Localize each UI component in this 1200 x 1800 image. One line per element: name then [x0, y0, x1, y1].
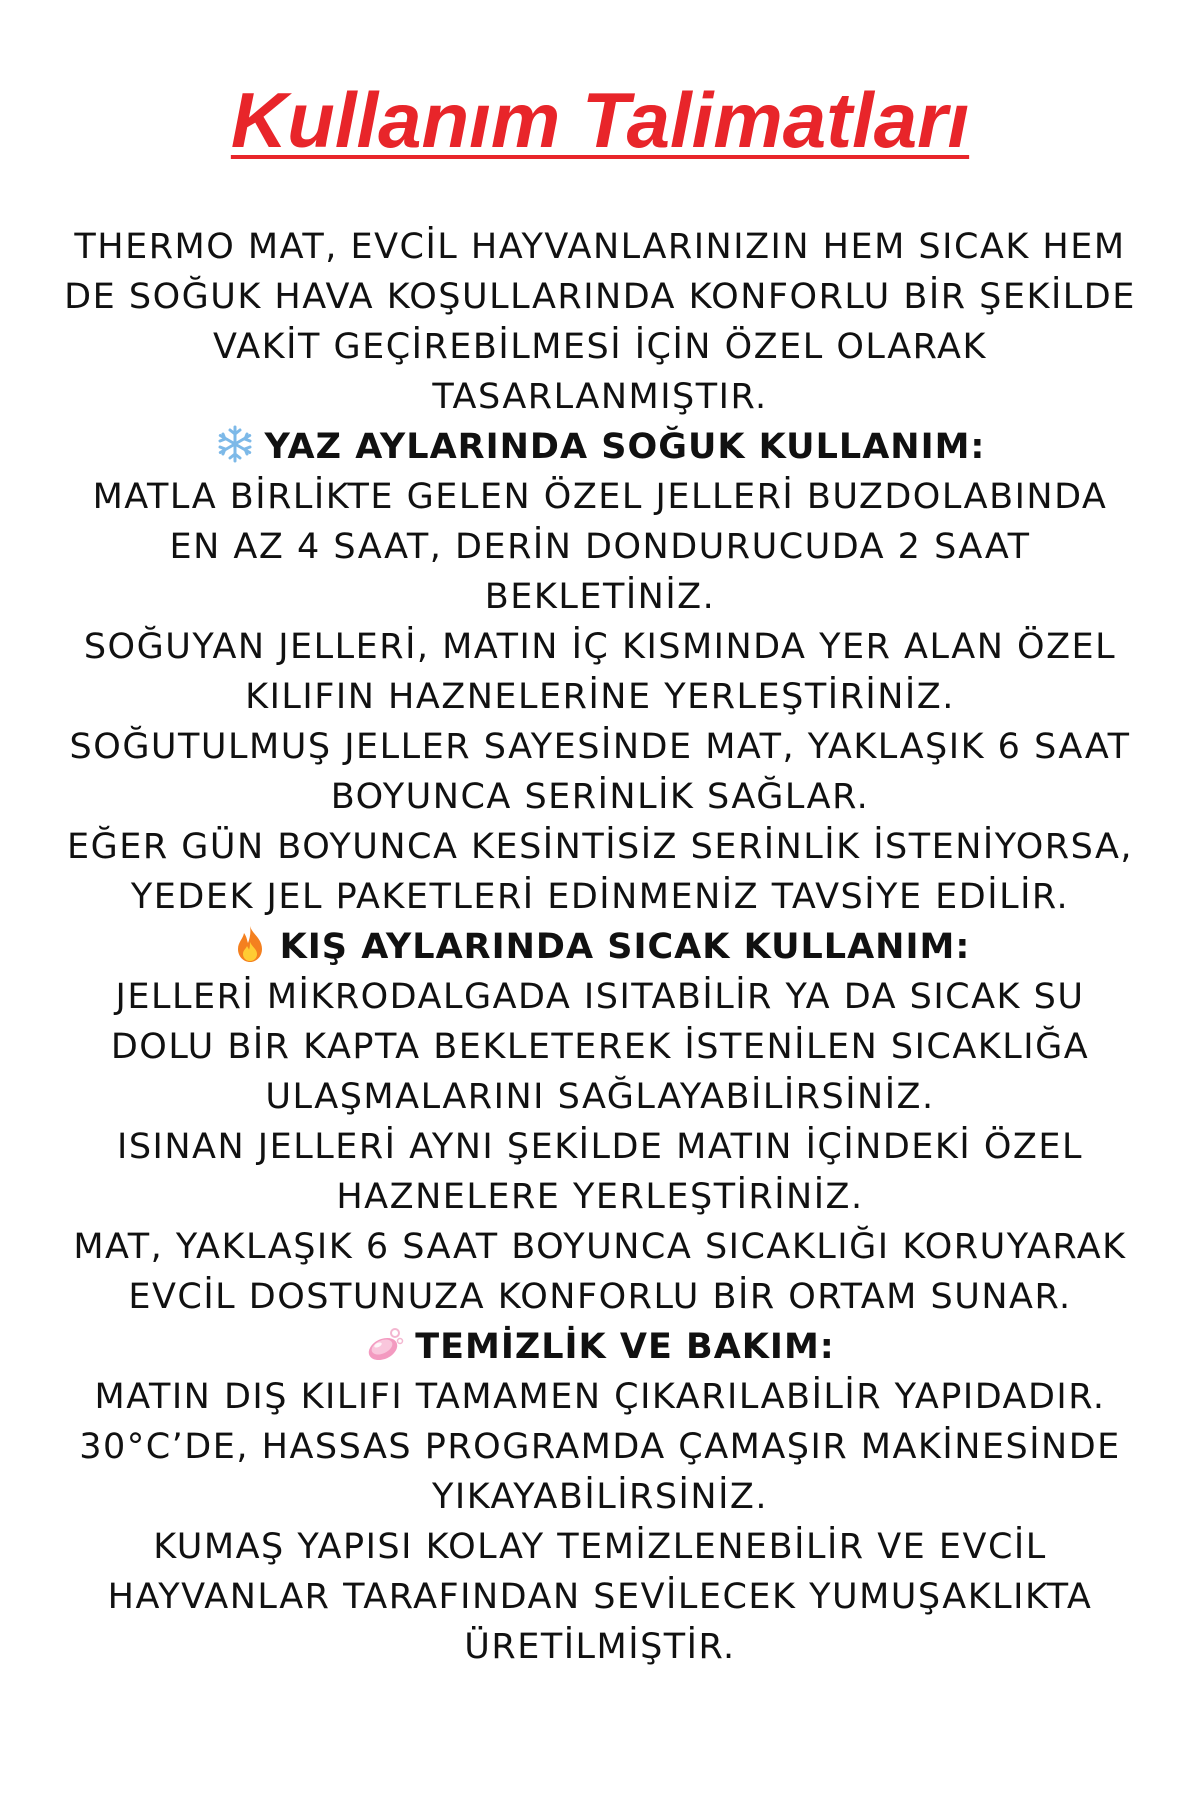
section-line: KILIFIN HAZNELERİNE YERLEŞTİRİNİZ. — [245, 677, 955, 717]
section-line: HAYVANLAR TARAFINDAN SEVİLECEK YUMUŞAKLIKTA — [107, 1577, 1093, 1617]
section-line: BEKLETİNİZ. — [484, 577, 716, 617]
section-heading-text: TEMİZLİK VE BAKIM: — [415, 1327, 835, 1367]
section-heading-text: YAZ AYLARINDA SOĞUK KULLANIM: — [264, 427, 986, 467]
cleaning-care-section — [30, 1322, 1170, 1672]
intro-line: TASARLANMIŞTIR. — [432, 377, 768, 417]
section-line: 30°C’DE, HASSAS PROGRAMDA ÇAMAŞIR MAKİNESİNDE — [79, 1427, 1121, 1467]
section-line: MATIN DIŞ KILIFI TAMAMEN ÇIKARILABİLİR YAPIDADIR. — [94, 1377, 1106, 1417]
summer-cold-use-section — [30, 422, 1170, 922]
intro-line: DE SOĞUK HAVA KOŞULLARINDA KONFORLU BİR ŞEKİLDE — [64, 277, 1136, 317]
intro-line: VAKİT GEÇİREBİLMESİ İÇİN ÖZEL OLARAK — [213, 327, 987, 367]
section-line: MAT, YAKLAŞIK 6 SAAT BOYUNCA SICAKLIĞI KORUYARAK — [73, 1227, 1127, 1267]
section-line: DOLU BİR KAPTA BEKLETEREK İSTENİLEN SICAKLIĞA — [110, 1027, 1090, 1067]
section-line: ULAŞMALARINI SAĞLAYABİLİRSİNİZ. — [265, 1077, 935, 1117]
section-line: EN AZ 4 SAAT, DERİN DONDURUCUDA 2 SAAT — [169, 527, 1031, 567]
page-title: Kullanım Talimatları — [230, 76, 970, 164]
snowflake-icon — [215, 424, 255, 464]
section-line: JELLERİ MİKRODALGADA ISITABİLİR YA DA SICAK SU — [115, 977, 1085, 1017]
section-heading-winter — [30, 922, 1170, 972]
section-line: YIKAYABİLİRSİNİZ. — [432, 1477, 768, 1517]
section-line: SOĞUYAN JELLERİ, MATIN İÇ KISMINDA YER ALAN ÖZEL — [83, 627, 1117, 667]
section-heading-cleaning — [30, 1322, 1170, 1372]
fire-icon — [230, 924, 270, 964]
section-line: EĞER GÜN BOYUNCA KESİNTİSİZ SERİNLİK İSTENİYORSA, — [66, 827, 1134, 867]
section-line: MATLA BİRLİKTE GELEN ÖZEL JELLERİ BUZDOLABINDA — [92, 477, 1108, 517]
intro-paragraph — [30, 222, 1170, 422]
section-line: KUMAŞ YAPISI KOLAY TEMİZLENEBİLİR VE EVCİL — [153, 1527, 1047, 1567]
instructions-body — [30, 222, 1170, 1672]
section-heading-text: KIŞ AYLARINDA SICAK KULLANIM: — [279, 927, 971, 967]
soap-icon — [365, 1324, 405, 1364]
winter-hot-use-section — [30, 922, 1170, 1322]
section-heading-summer — [30, 422, 1170, 472]
section-line: SOĞUTULMUŞ JELLER SAYESİNDE MAT, YAKLAŞIK 6 SAAT — [69, 727, 1131, 767]
section-line: YEDEK JEL PAKETLERİ EDİNMENİZ TAVSİYE EDİLİR. — [130, 877, 1070, 917]
section-line: HAZNELERE YERLEŞTİRİNİZ. — [336, 1177, 864, 1217]
section-line: EVCİL DOSTUNUZA KONFORLU BİR ORTAM SUNAR. — [128, 1277, 1072, 1317]
section-line: ÜRETİLMİŞTİR. — [464, 1627, 736, 1667]
section-line: BOYUNCA SERİNLİK SAĞLAR. — [330, 777, 870, 817]
section-line: ISINAN JELLERİ AYNI ŞEKİLDE MATIN İÇİNDEKİ ÖZEL — [117, 1127, 1083, 1167]
intro-line: THERMO MAT, EVCİL HAYVANLARINIZIN HEM SICAK HEM — [74, 227, 1126, 267]
